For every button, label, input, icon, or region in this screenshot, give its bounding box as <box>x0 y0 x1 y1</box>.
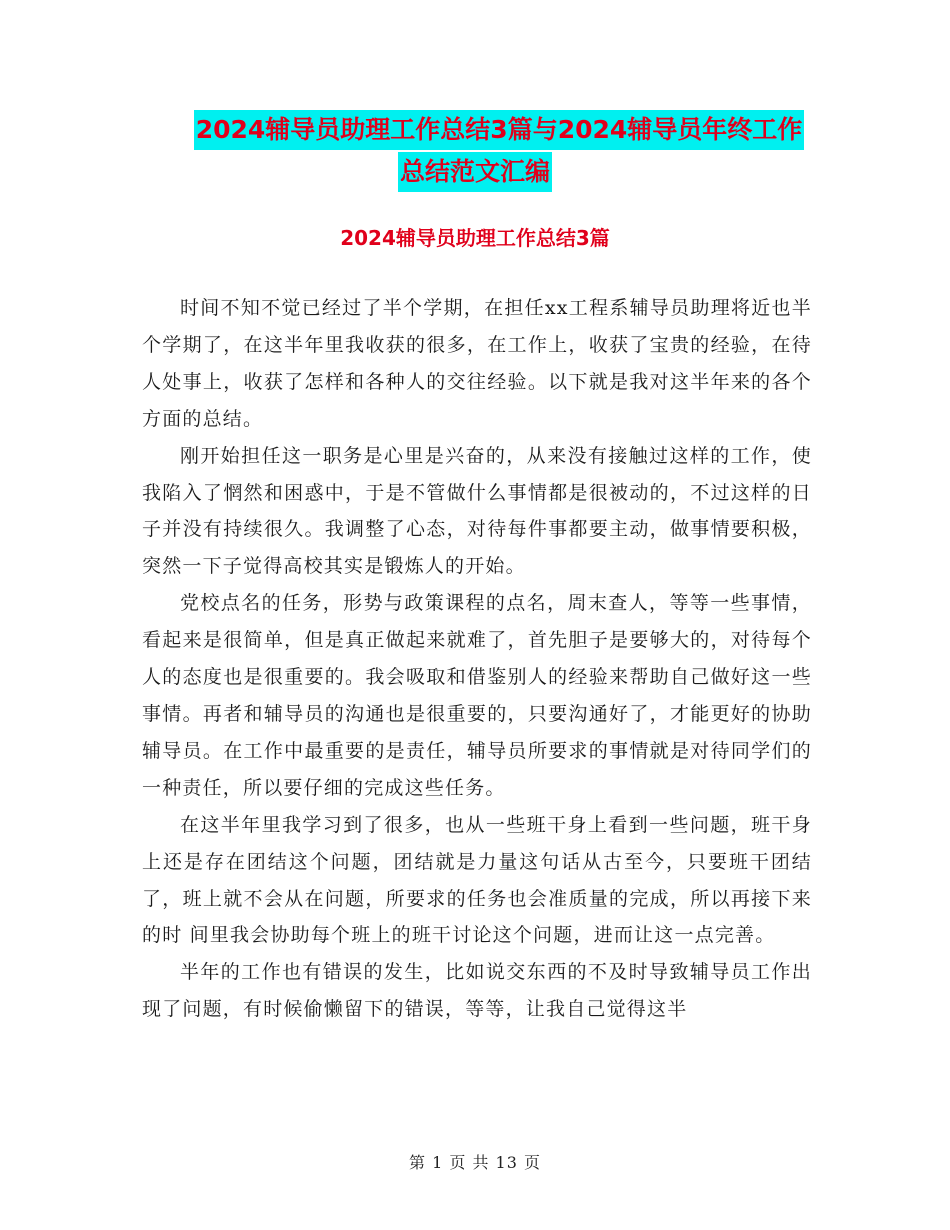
paragraph-3: 党校点名的任务，形势与政策课程的点名，周末查人，等等一些事情，看起来是很简单，但是真正做起来就难了，首先胆子是要够大的，对待每个人的态度也是很重要的。我会吸取和借鉴别人的经验来帮助自己做好这一些事情。再者和辅导员的沟通也是很重要的，只要沟通好了，才能更好的协助辅导员。在工作中最重要的是责任，辅导员所要求的事情就是对待同学们的一种责任，所以要仔细的完成这些任务。 <box>142 592 812 799</box>
page-footer: 第 1 页 共 13 页 <box>409 1153 541 1172</box>
title-line-1: 2024辅导员助理工作总结3篇与2024辅导员年终工作 <box>194 110 805 150</box>
body-text <box>142 290 812 1028</box>
document-title <box>140 110 810 192</box>
section-heading: 2024辅导员助理工作总结3篇 <box>340 226 610 250</box>
title-line-2: 总结范文汇编 <box>398 152 552 192</box>
paragraph-5: 半年的工作也有错误的发生，比如说交东西的不及时导致辅导员工作出现了问题，有时候偷懒留下的错误，等等，让我自己觉得这半 <box>142 961 812 1021</box>
paragraph-1: 时间不知不觉已经过了半个学期，在担任xx工程系辅导员助理将近也半个学期了，在这半年里我收获的很多，在工作上，收获了宝贵的经验，在待人处事上，收获了怎样和各种人的交往经验。以下就是我对这半年来的各个方面的总结。 <box>142 297 812 430</box>
paragraph-2: 刚开始担任这一职务是心里是兴奋的，从来没有接触过这样的工作，使我陷入了惘然和困惑中，于是不管做什么事情都是很被动的，不过这样的日子并没有持续很久。我调整了心态，对待每件事都要主动，做事情要积极，突然一下子觉得高校其实是锻炼人的开始。 <box>142 444 812 578</box>
paragraph-4: 在这半年里我学习到了很多，也从一些班干身上看到一些问题，班干身上还是存在团结这个问题，团结就是力量这句话从古至今，只要班干团结了，班上就不会从在问题，所要求的任务也会准质量的完成，所以再接下来的时 间里我会协助每个班上的班干讨论这个问题，进而让这一点完善。 <box>142 813 812 947</box>
